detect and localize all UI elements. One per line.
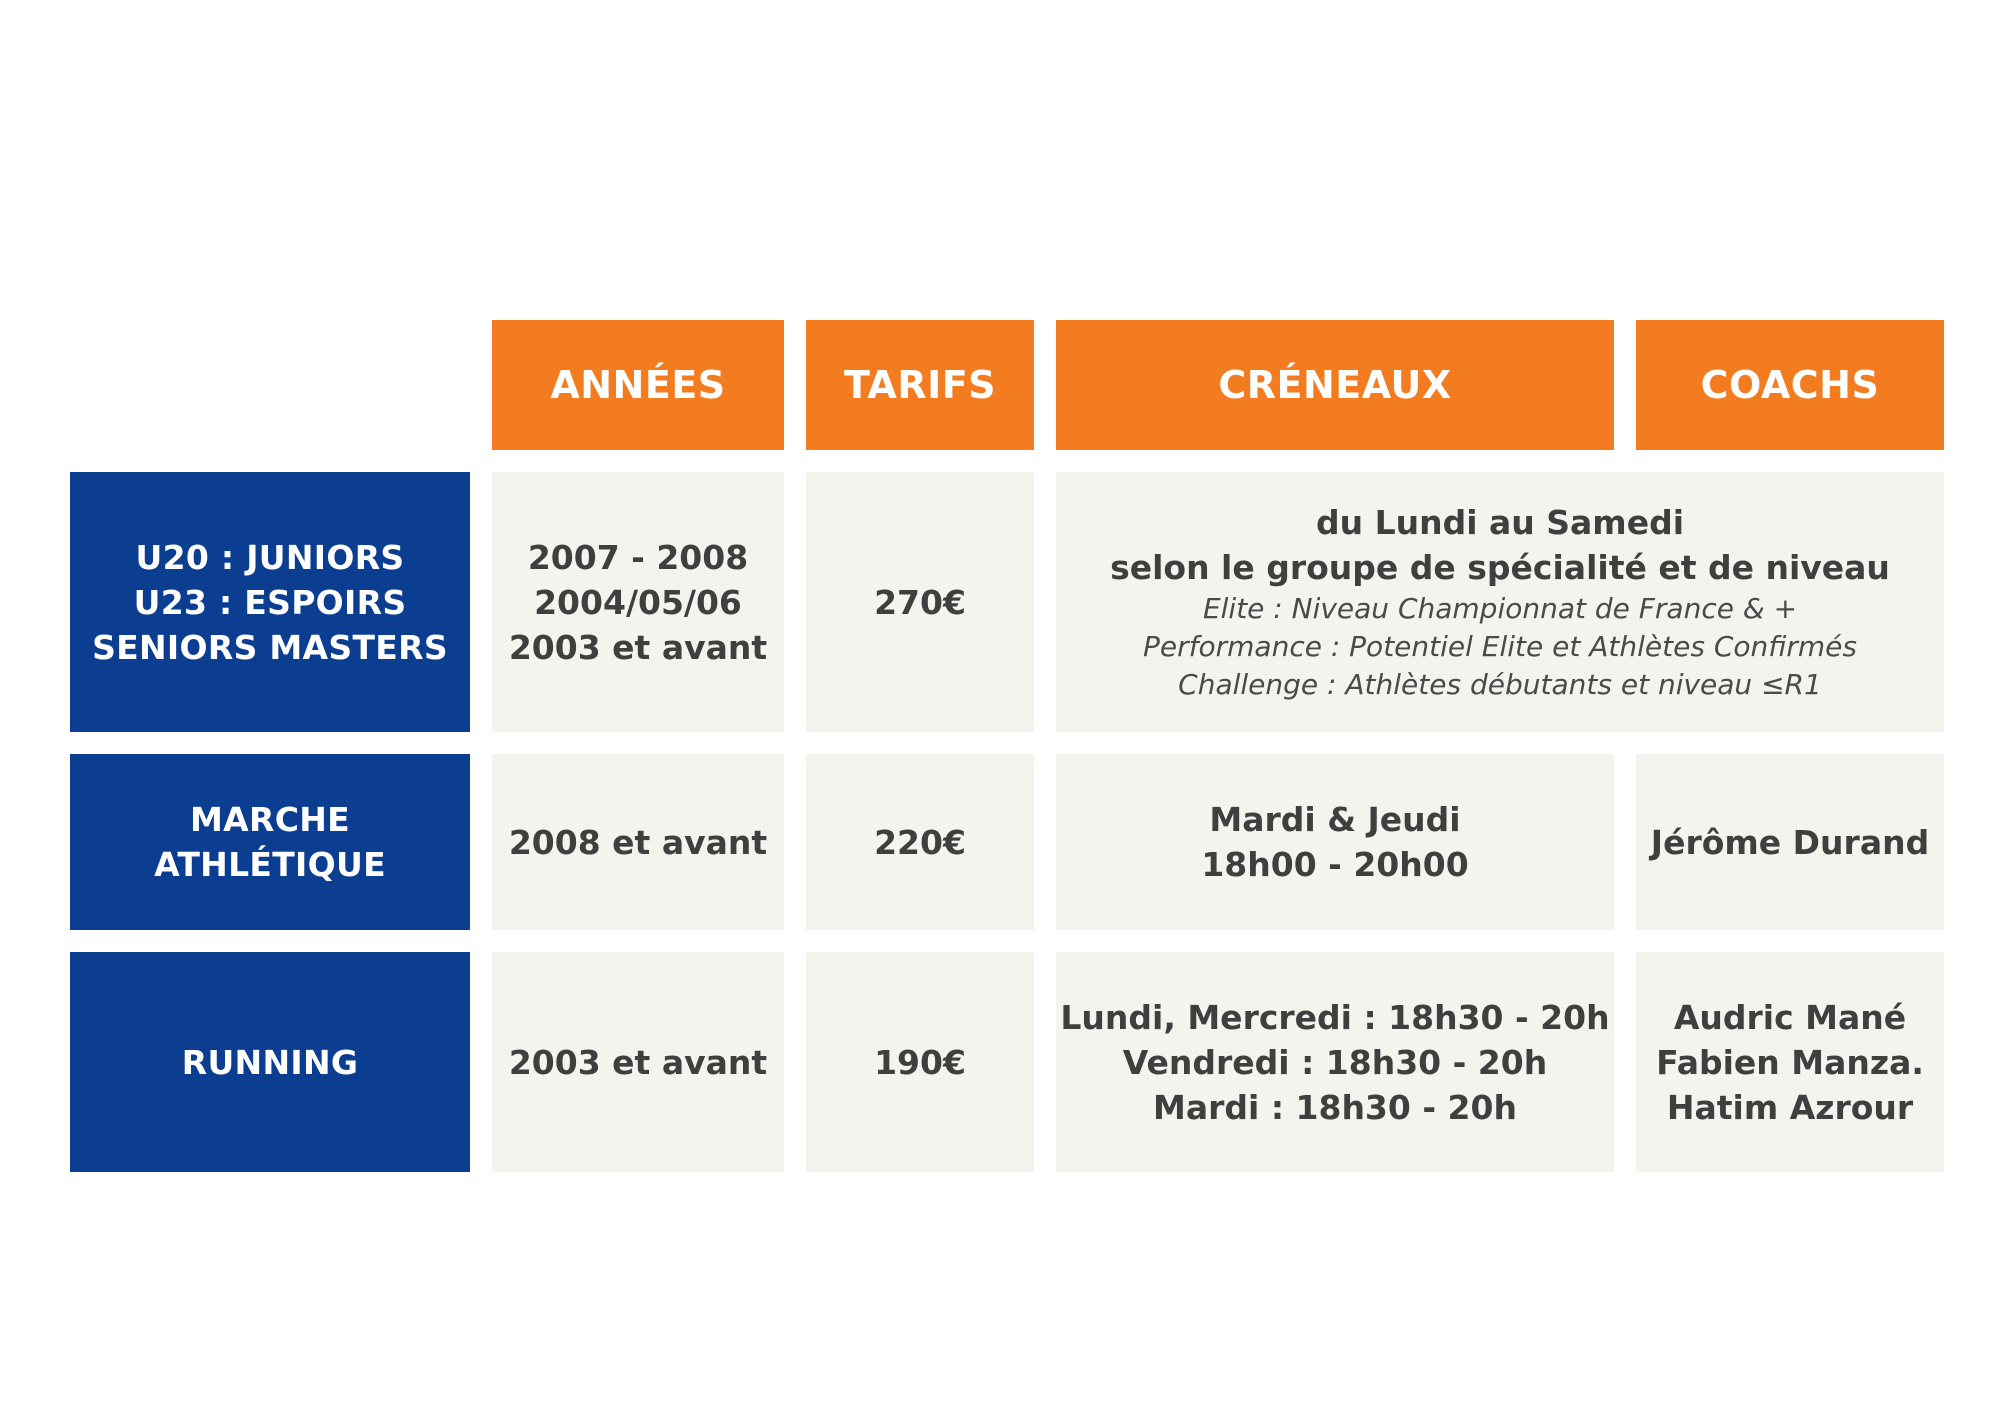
header-coachs xyxy=(1636,320,1944,450)
creneaux-line: Lundi, Mercredi : 18h30 - 20h xyxy=(1060,997,1610,1037)
category-line: SENIORS MASTERS xyxy=(92,627,448,667)
creneaux-cell xyxy=(1056,952,1614,1172)
category-marche-athletique xyxy=(70,754,470,930)
annees-line: 2008 et avant xyxy=(508,822,768,862)
header-annees-label: ANNÉES xyxy=(550,363,726,407)
annees-cell xyxy=(492,754,784,930)
annees-line: 2004/05/06 xyxy=(534,582,742,622)
level-note-challenge: Challenge : Athlètes débutants et niveau ≤R1 xyxy=(1178,668,1822,701)
annees-cell xyxy=(492,472,784,732)
tarif-value: 220€ xyxy=(874,822,966,862)
coachs-cell xyxy=(1636,952,1944,1172)
creneaux-line: Mardi : 18h30 - 20h xyxy=(1153,1087,1517,1127)
level-note-elite: Elite : Niveau Championnat de France & + xyxy=(1202,592,1798,625)
tarif-cell xyxy=(806,754,1034,930)
header-creneaux xyxy=(1056,320,1614,450)
creneaux-cell xyxy=(1056,754,1614,930)
category-line: U20 : JUNIORS xyxy=(135,537,405,577)
header-creneaux-label: CRÉNEAUX xyxy=(1218,363,1452,407)
coach-name: Hatim Azrour xyxy=(1666,1087,1914,1127)
creneaux-line: 18h00 - 20h00 xyxy=(1201,845,1469,884)
coach-name: Jérôme Durand xyxy=(1650,822,1930,862)
tarif-value: 270€ xyxy=(874,582,966,622)
category-line: RUNNING xyxy=(181,1042,359,1082)
header-coachs-label: COACHS xyxy=(1700,363,1880,407)
category-line: MARCHE xyxy=(190,800,350,839)
creneaux-cell-merged xyxy=(1056,472,1944,732)
annees-line: 2007 - 2008 xyxy=(527,537,749,577)
tarif-cell xyxy=(806,472,1034,732)
tarif-cell xyxy=(806,952,1034,1172)
creneaux-line: du Lundi au Samedi xyxy=(1315,503,1685,542)
category-line: U23 : ESPOIRS xyxy=(133,582,407,622)
header-annees xyxy=(492,320,784,450)
creneaux-line: Mardi & Jeudi xyxy=(1209,800,1461,839)
creneaux-line: selon le groupe de spécialité et de niveau xyxy=(1110,548,1890,587)
coachs-cell xyxy=(1636,754,1944,930)
coach-name: Fabien Manza. xyxy=(1656,1042,1924,1082)
creneaux-line: Vendredi : 18h30 - 20h xyxy=(1122,1042,1548,1082)
coach-name: Audric Mané xyxy=(1673,997,1907,1037)
header-tarifs-label: TARIFS xyxy=(843,363,997,407)
category-running xyxy=(70,952,470,1172)
annees-line: 2003 et avant xyxy=(508,627,768,667)
level-note-performance: Performance : Potentiel Elite et Athlètes Confirmés xyxy=(1143,630,1857,663)
header-tarifs xyxy=(806,320,1034,450)
annees-cell xyxy=(492,952,784,1172)
category-juniors-espoirs-seniors xyxy=(70,472,470,732)
tarif-value: 190€ xyxy=(874,1042,966,1082)
category-line: ATHLÉTIQUE xyxy=(154,845,386,884)
annees-line: 2003 et avant xyxy=(508,1042,768,1082)
